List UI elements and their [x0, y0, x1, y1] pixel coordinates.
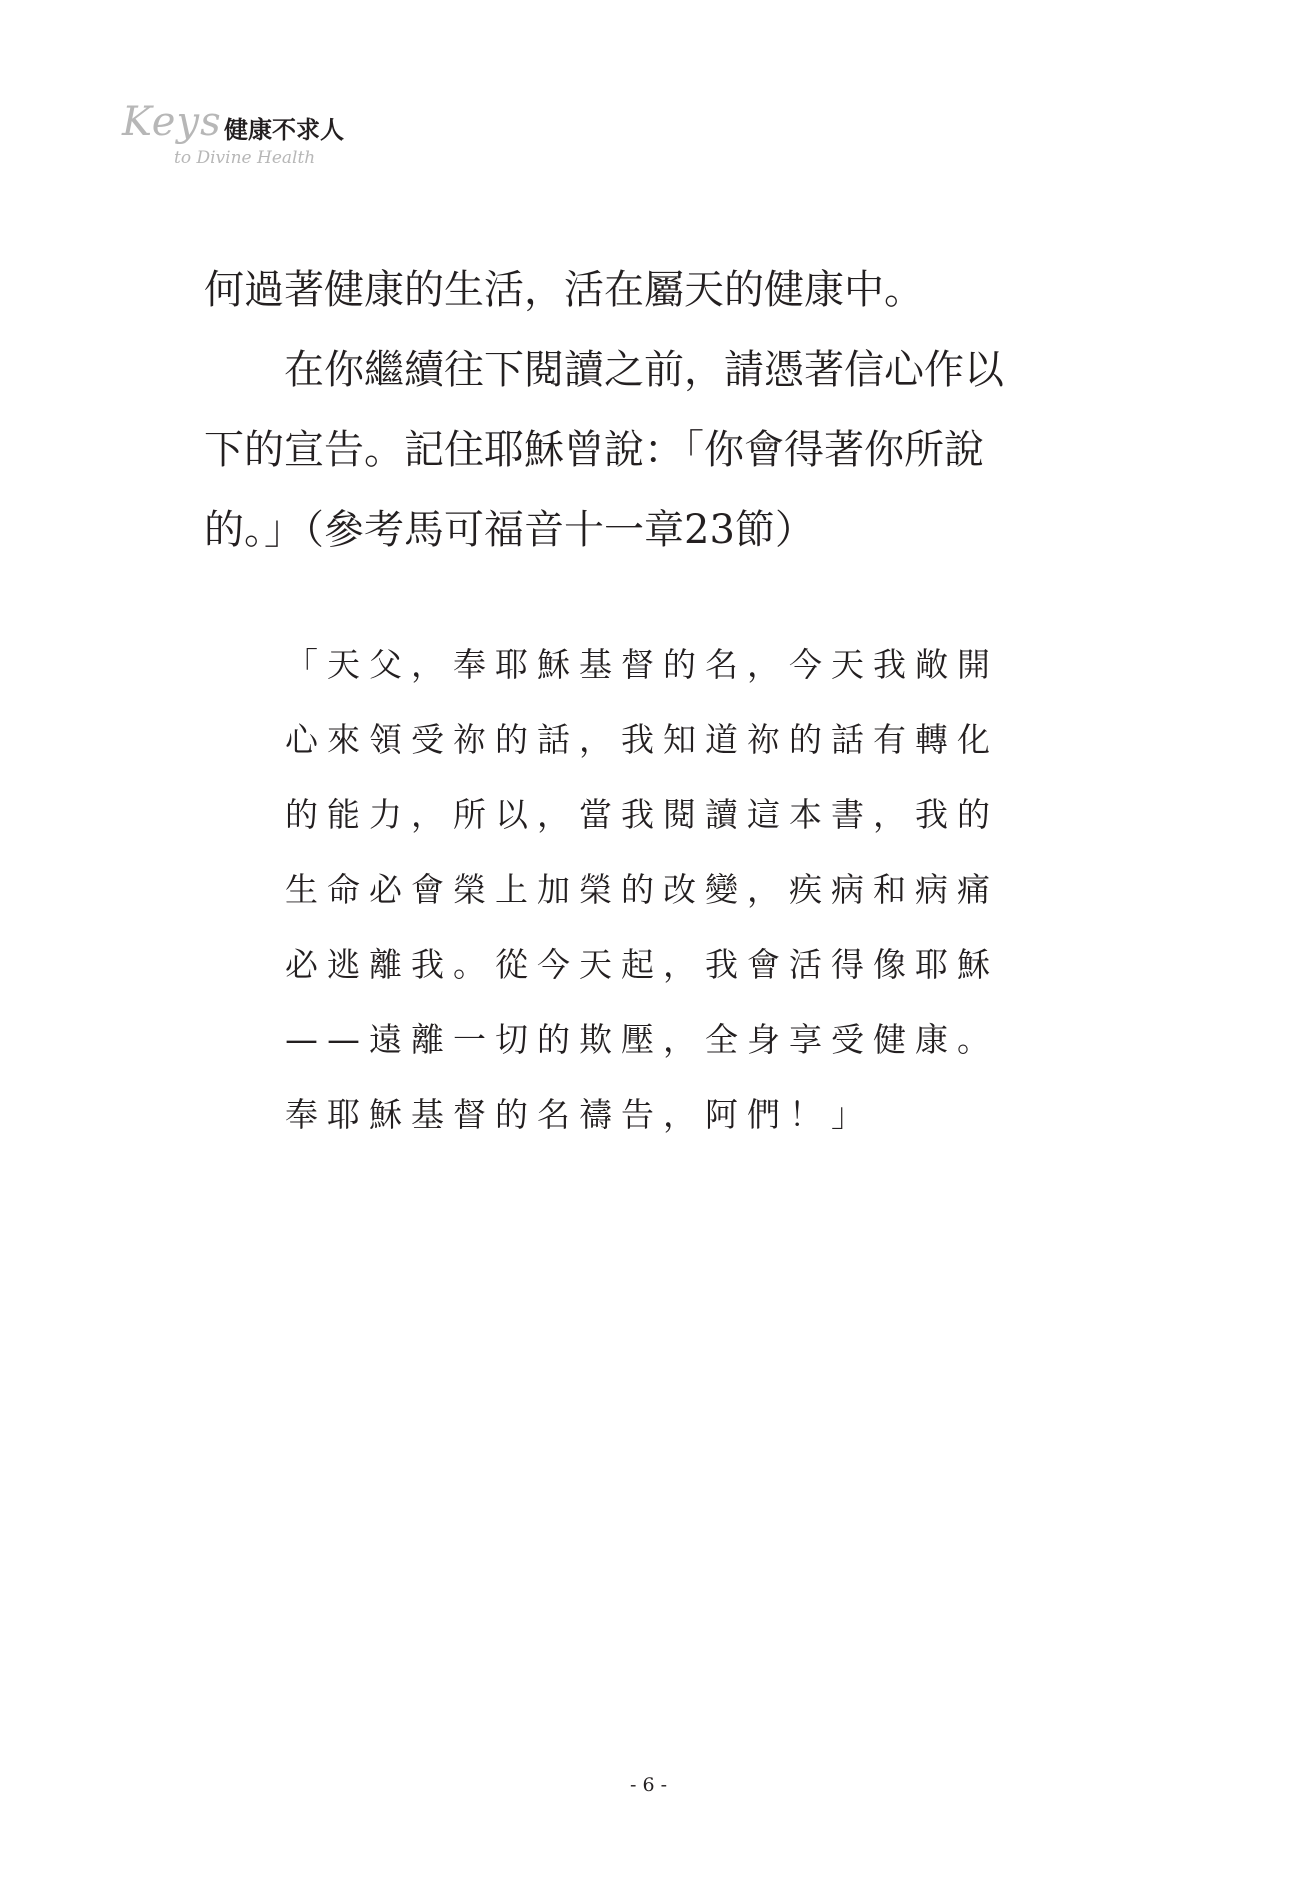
prayer-block: [285, 640, 1005, 1165]
prayer-line: 的能力，所以，當我閱讀這本書，我的: [285, 795, 999, 834]
prayer-line: 奉耶穌基督的名禱告，阿們！」: [285, 1095, 873, 1134]
page-number: - 6 -: [629, 1774, 667, 1796]
prayer-line: 生命必會榮上加榮的改變，疾病和病痛: [285, 870, 999, 909]
body-line: 在你繼續往下閱讀之前，請憑著信心作以: [284, 347, 1004, 393]
prayer-line: 心來領受祢的話，我知道祢的話有轉化: [285, 720, 999, 759]
prayer-line: ——遠離一切的欺壓，全身享受健康。: [285, 1020, 999, 1059]
logo-chinese-title: 健康不求人: [224, 116, 344, 144]
body-line: 下的宣告。記住耶穌曾說：「你會得著你所說: [204, 427, 984, 473]
logo-subtitle: to Divine Health: [174, 148, 316, 168]
book-logo: [122, 100, 372, 180]
prayer-line: 「天父，奉耶穌基督的名，今天我敞開: [285, 645, 999, 684]
body-line: 的。」（參考馬可福音十一章23節）: [204, 507, 815, 553]
body-line: 何過著健康的生活，活在屬天的健康中。: [204, 267, 924, 313]
logo-script-text: Keys: [122, 99, 222, 145]
body-paragraphs: [204, 260, 1084, 580]
prayer-line: 必逃離我。從今天起，我會活得像耶穌: [285, 945, 999, 984]
